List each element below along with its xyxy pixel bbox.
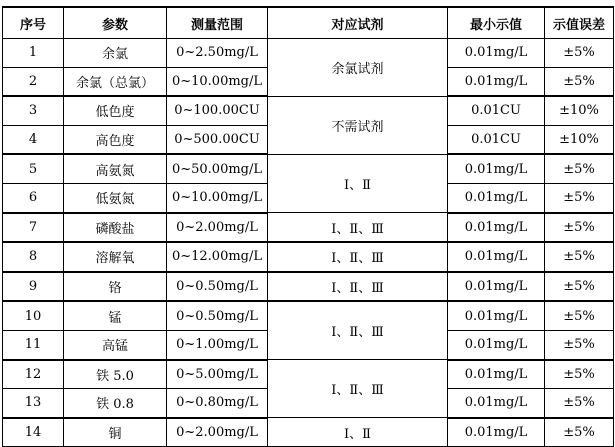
cell-error: ±5% (545, 242, 614, 272)
cell-reagent: Ⅰ、Ⅱ、Ⅲ (268, 301, 448, 359)
cell-min-reading: 0.01mg/L (448, 154, 545, 183)
cell-reagent: Ⅰ、Ⅱ (268, 154, 448, 212)
cell-range: 0~500.00CU (167, 125, 268, 154)
cell-parameter: 高氨氮 (64, 154, 167, 183)
cell-reagent: Ⅰ、Ⅱ、Ⅲ (268, 242, 448, 272)
cell-error: ±5% (545, 301, 614, 330)
header-reagent: 对应试剂 (268, 7, 448, 39)
cell-min-reading: 0.01mg/L (448, 418, 545, 447)
cell-parameter: 低色度 (64, 96, 167, 125)
cell-reagent: Ⅰ、Ⅱ、Ⅲ (268, 213, 448, 243)
cell-index: 7 (3, 213, 64, 243)
cell-range: 0~10.00mg/L (167, 183, 268, 212)
cell-min-reading: 0.01mg/L (448, 67, 545, 96)
cell-range: 0~10.00mg/L (167, 67, 268, 96)
header-parameter: 参数 (64, 7, 167, 39)
cell-error: ±5% (545, 67, 614, 96)
table-row (3, 301, 614, 330)
table-row (3, 242, 614, 272)
cell-min-reading: 0.01mg/L (448, 183, 545, 212)
cell-index: 1 (3, 39, 64, 68)
cell-index: 12 (3, 360, 64, 389)
cell-min-reading: 0.01CU (448, 96, 545, 125)
cell-index: 3 (3, 96, 64, 125)
cell-range: 0~5.00mg/L (167, 360, 268, 389)
cell-min-reading: 0.01mg/L (448, 39, 545, 68)
cell-error: ±5% (545, 360, 614, 389)
cell-min-reading: 0.01mg/L (448, 389, 545, 418)
cell-parameter: 铁 0.8 (64, 389, 167, 418)
cell-index: 6 (3, 183, 64, 212)
cell-min-reading: 0.01mg/L (448, 330, 545, 359)
table-row (3, 96, 614, 125)
cell-index: 11 (3, 330, 64, 359)
cell-index: 5 (3, 154, 64, 183)
cell-range: 0~50.00mg/L (167, 154, 268, 183)
cell-error: ±10% (545, 125, 614, 154)
table-row (3, 213, 614, 243)
cell-error: ±5% (545, 272, 614, 302)
header-range: 测量范围 (167, 7, 268, 39)
cell-error: ±5% (545, 389, 614, 418)
cell-range: 0~0.80mg/L (167, 389, 268, 418)
cell-reagent: 不需试剂 (268, 96, 448, 154)
cell-range: 0~2.00mg/L (167, 213, 268, 243)
cell-min-reading: 0.01mg/L (448, 272, 545, 302)
cell-reagent: Ⅰ、Ⅱ、Ⅲ (268, 360, 448, 418)
cell-range: 0~12.00mg/L (167, 242, 268, 272)
cell-error: ±5% (545, 330, 614, 359)
cell-reagent: 余氯试剂 (268, 39, 448, 97)
cell-parameter: 铬 (64, 272, 167, 302)
cell-range: 0~100.00CU (167, 96, 268, 125)
cell-parameter: 余氯（总氯） (64, 67, 167, 96)
cell-index: 13 (3, 389, 64, 418)
cell-min-reading: 0.01mg/L (448, 213, 545, 243)
cell-range: 0~2.50mg/L (167, 39, 268, 68)
cell-min-reading: 0.01CU (448, 125, 545, 154)
cell-error: ±5% (545, 154, 614, 183)
cell-parameter: 高锰 (64, 330, 167, 359)
cell-error: ±10% (545, 96, 614, 125)
cell-index: 14 (3, 418, 64, 447)
cell-error: ±5% (545, 213, 614, 243)
cell-parameter: 高色度 (64, 125, 167, 154)
cell-index: 2 (3, 67, 64, 96)
cell-min-reading: 0.01mg/L (448, 242, 545, 272)
cell-index: 4 (3, 125, 64, 154)
cell-index: 8 (3, 242, 64, 272)
spec-table (2, 6, 614, 447)
cell-range: 0~0.50mg/L (167, 301, 268, 330)
cell-parameter: 溶解氧 (64, 242, 167, 272)
cell-reagent: Ⅰ、Ⅱ、Ⅲ (268, 272, 448, 302)
table-row (3, 272, 614, 302)
cell-index: 9 (3, 272, 64, 302)
header-min-reading: 最小示值 (448, 7, 545, 39)
cell-parameter: 锰 (64, 301, 167, 330)
header-index: 序号 (3, 7, 64, 39)
cell-parameter: 余氯 (64, 39, 167, 68)
cell-min-reading: 0.01mg/L (448, 301, 545, 330)
cell-reagent: Ⅰ、Ⅱ (268, 418, 448, 447)
cell-parameter: 低氨氮 (64, 183, 167, 212)
cell-error: ±5% (545, 418, 614, 447)
cell-range: 0~1.00mg/L (167, 330, 268, 359)
cell-min-reading: 0.01mg/L (448, 360, 545, 389)
table-row (3, 360, 614, 389)
table-row (3, 154, 614, 183)
cell-parameter: 铜 (64, 418, 167, 447)
table-header-row (3, 7, 614, 39)
cell-error: ±5% (545, 39, 614, 68)
cell-parameter: 磷酸盐 (64, 213, 167, 243)
cell-parameter: 铁 5.0 (64, 360, 167, 389)
cell-index: 10 (3, 301, 64, 330)
cell-range: 0~2.00mg/L (167, 418, 268, 447)
table-row (3, 418, 614, 447)
table-row (3, 39, 614, 68)
header-error: 示值误差 (545, 7, 614, 39)
cell-error: ±5% (545, 183, 614, 212)
cell-range: 0~0.50mg/L (167, 272, 268, 302)
